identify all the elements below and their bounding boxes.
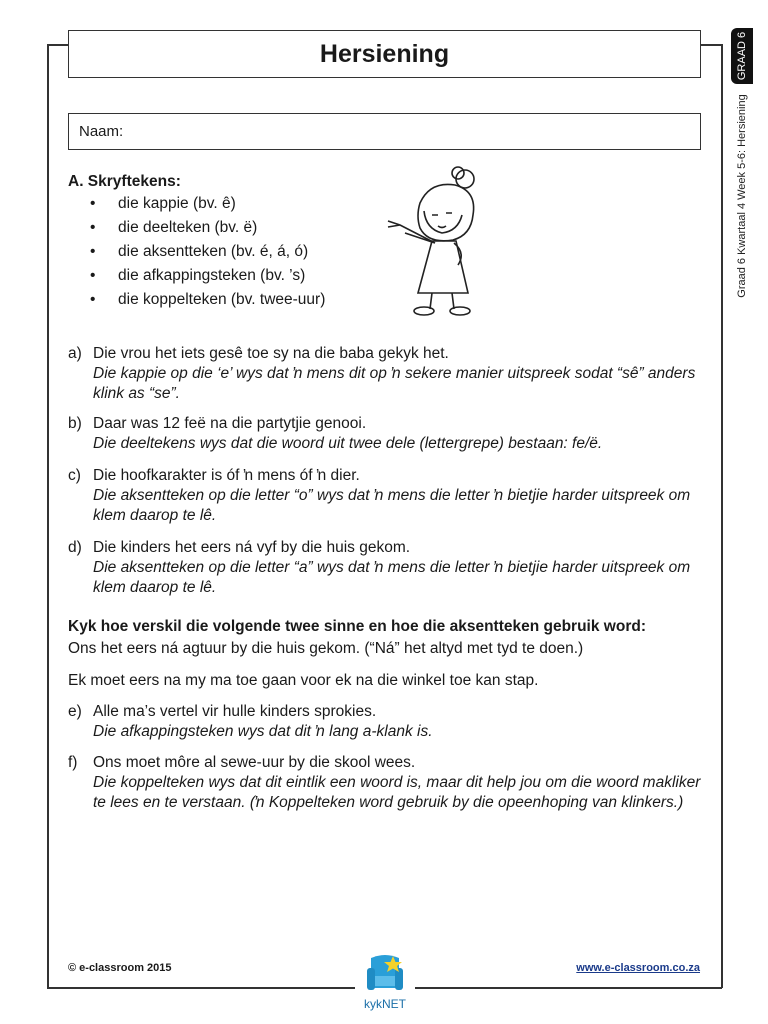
question-label: d) <box>68 539 82 556</box>
section-a-heading: A. Skryftekens: <box>68 173 181 190</box>
compare-heading: Kyk hoe verskil die volgende twee sinne en hoe die aksentteken gebruik word: <box>68 618 646 635</box>
question-sentence: Ons moet môre al sewe-uur by die skool wees. <box>93 754 416 771</box>
question-explanation: Die kappie op die ‘e’ wys dat ŉ mens dit op ŉ sekere manier uitspreek sodat “sê” anders klink as “se”. <box>93 365 696 402</box>
question-explanation: Die deeltekens wys dat die woord uit twee dele (lettergrepe) bestaan: fe/ë. <box>93 435 603 452</box>
grade-badge <box>731 28 753 84</box>
list-item: • die aksentteken (bv. é, á, ó) <box>90 240 325 264</box>
armchair-star-icon <box>365 952 405 994</box>
question-sentence: Die hoofkarakter is óf ŉ mens óf ŉ dier. <box>93 467 360 484</box>
side-caption: Graad 6 Kwartaal 4 Week 5-6: Hersiening <box>736 94 748 298</box>
question-d <box>68 538 708 598</box>
question-label: f) <box>68 754 78 771</box>
question-f <box>68 753 708 813</box>
question-label: e) <box>68 703 82 720</box>
question-a <box>68 344 708 404</box>
list-item: • die kappie (bv. ê) <box>90 192 325 216</box>
frame-line <box>700 44 722 46</box>
girl-illustration <box>380 163 490 323</box>
page-title: Hersiening <box>68 30 701 78</box>
question-c <box>68 466 708 526</box>
question-explanation: Die koppelteken wys dat dit eintlik een woord is, maar dit help jou om die woord makliker te lees en te verstaan. (ŉ Koppelteken word gebruik by die opeenhoping van klinkers.) <box>93 774 701 811</box>
kyknet-logo <box>355 952 415 1018</box>
frame-line <box>47 44 68 46</box>
question-sentence: Die vrou het iets gesê toe sy na die baba gekyk het. <box>93 345 449 362</box>
name-label: Naam: <box>79 123 124 140</box>
question-explanation: Die afkappingsteken wys dat dit ŉ lang a-klank is. <box>93 723 433 740</box>
question-label: c) <box>68 467 81 484</box>
name-field[interactable] <box>68 113 701 150</box>
question-b <box>68 414 708 454</box>
compare-line-2: Ek moet eers na my ma toe gaan voor ek na die winkel toe kan stap. <box>68 672 539 689</box>
website-link[interactable]: www.e-classroom.co.za <box>576 962 700 974</box>
question-e <box>68 702 708 742</box>
copyright: © e-classroom 2015 <box>68 962 172 974</box>
frame-line <box>47 44 49 988</box>
grade-badge-text: GRAAD 6 <box>736 31 748 81</box>
question-sentence: Die kinders het eers ná vyf by die huis gekom. <box>93 539 411 556</box>
question-label: b) <box>68 415 82 432</box>
list-item: • die koppelteken (bv. twee-uur) <box>90 288 325 312</box>
frame-line <box>721 44 723 988</box>
list-item: • die deelteken (bv. ë) <box>90 216 325 240</box>
question-label: a) <box>68 345 82 362</box>
question-explanation: Die aksentteken op die letter “a” wys dat ŉ mens die letter ŉ bietjie harder uitspreek om klem daarop te lê. <box>93 559 691 596</box>
logo-text: kykNET <box>364 997 406 1011</box>
compare-line-1: Ons het eers ná agtuur by die huis gekom. (“Ná” het altyd met tyd te doen.) <box>68 640 584 657</box>
bullet-list <box>90 192 325 312</box>
list-item: • die afkappingsteken (bv. ’s) <box>90 264 325 288</box>
question-sentence: Daar was 12 feë na die partytjie genooi. <box>93 415 367 432</box>
question-explanation: Die aksentteken op die letter “o” wys dat ŉ mens die letter ŉ bietjie harder uitspreek om klem daarop te lê. <box>93 487 691 524</box>
question-sentence: Alle ma’s vertel vir hulle kinders sprokies. <box>93 703 377 720</box>
